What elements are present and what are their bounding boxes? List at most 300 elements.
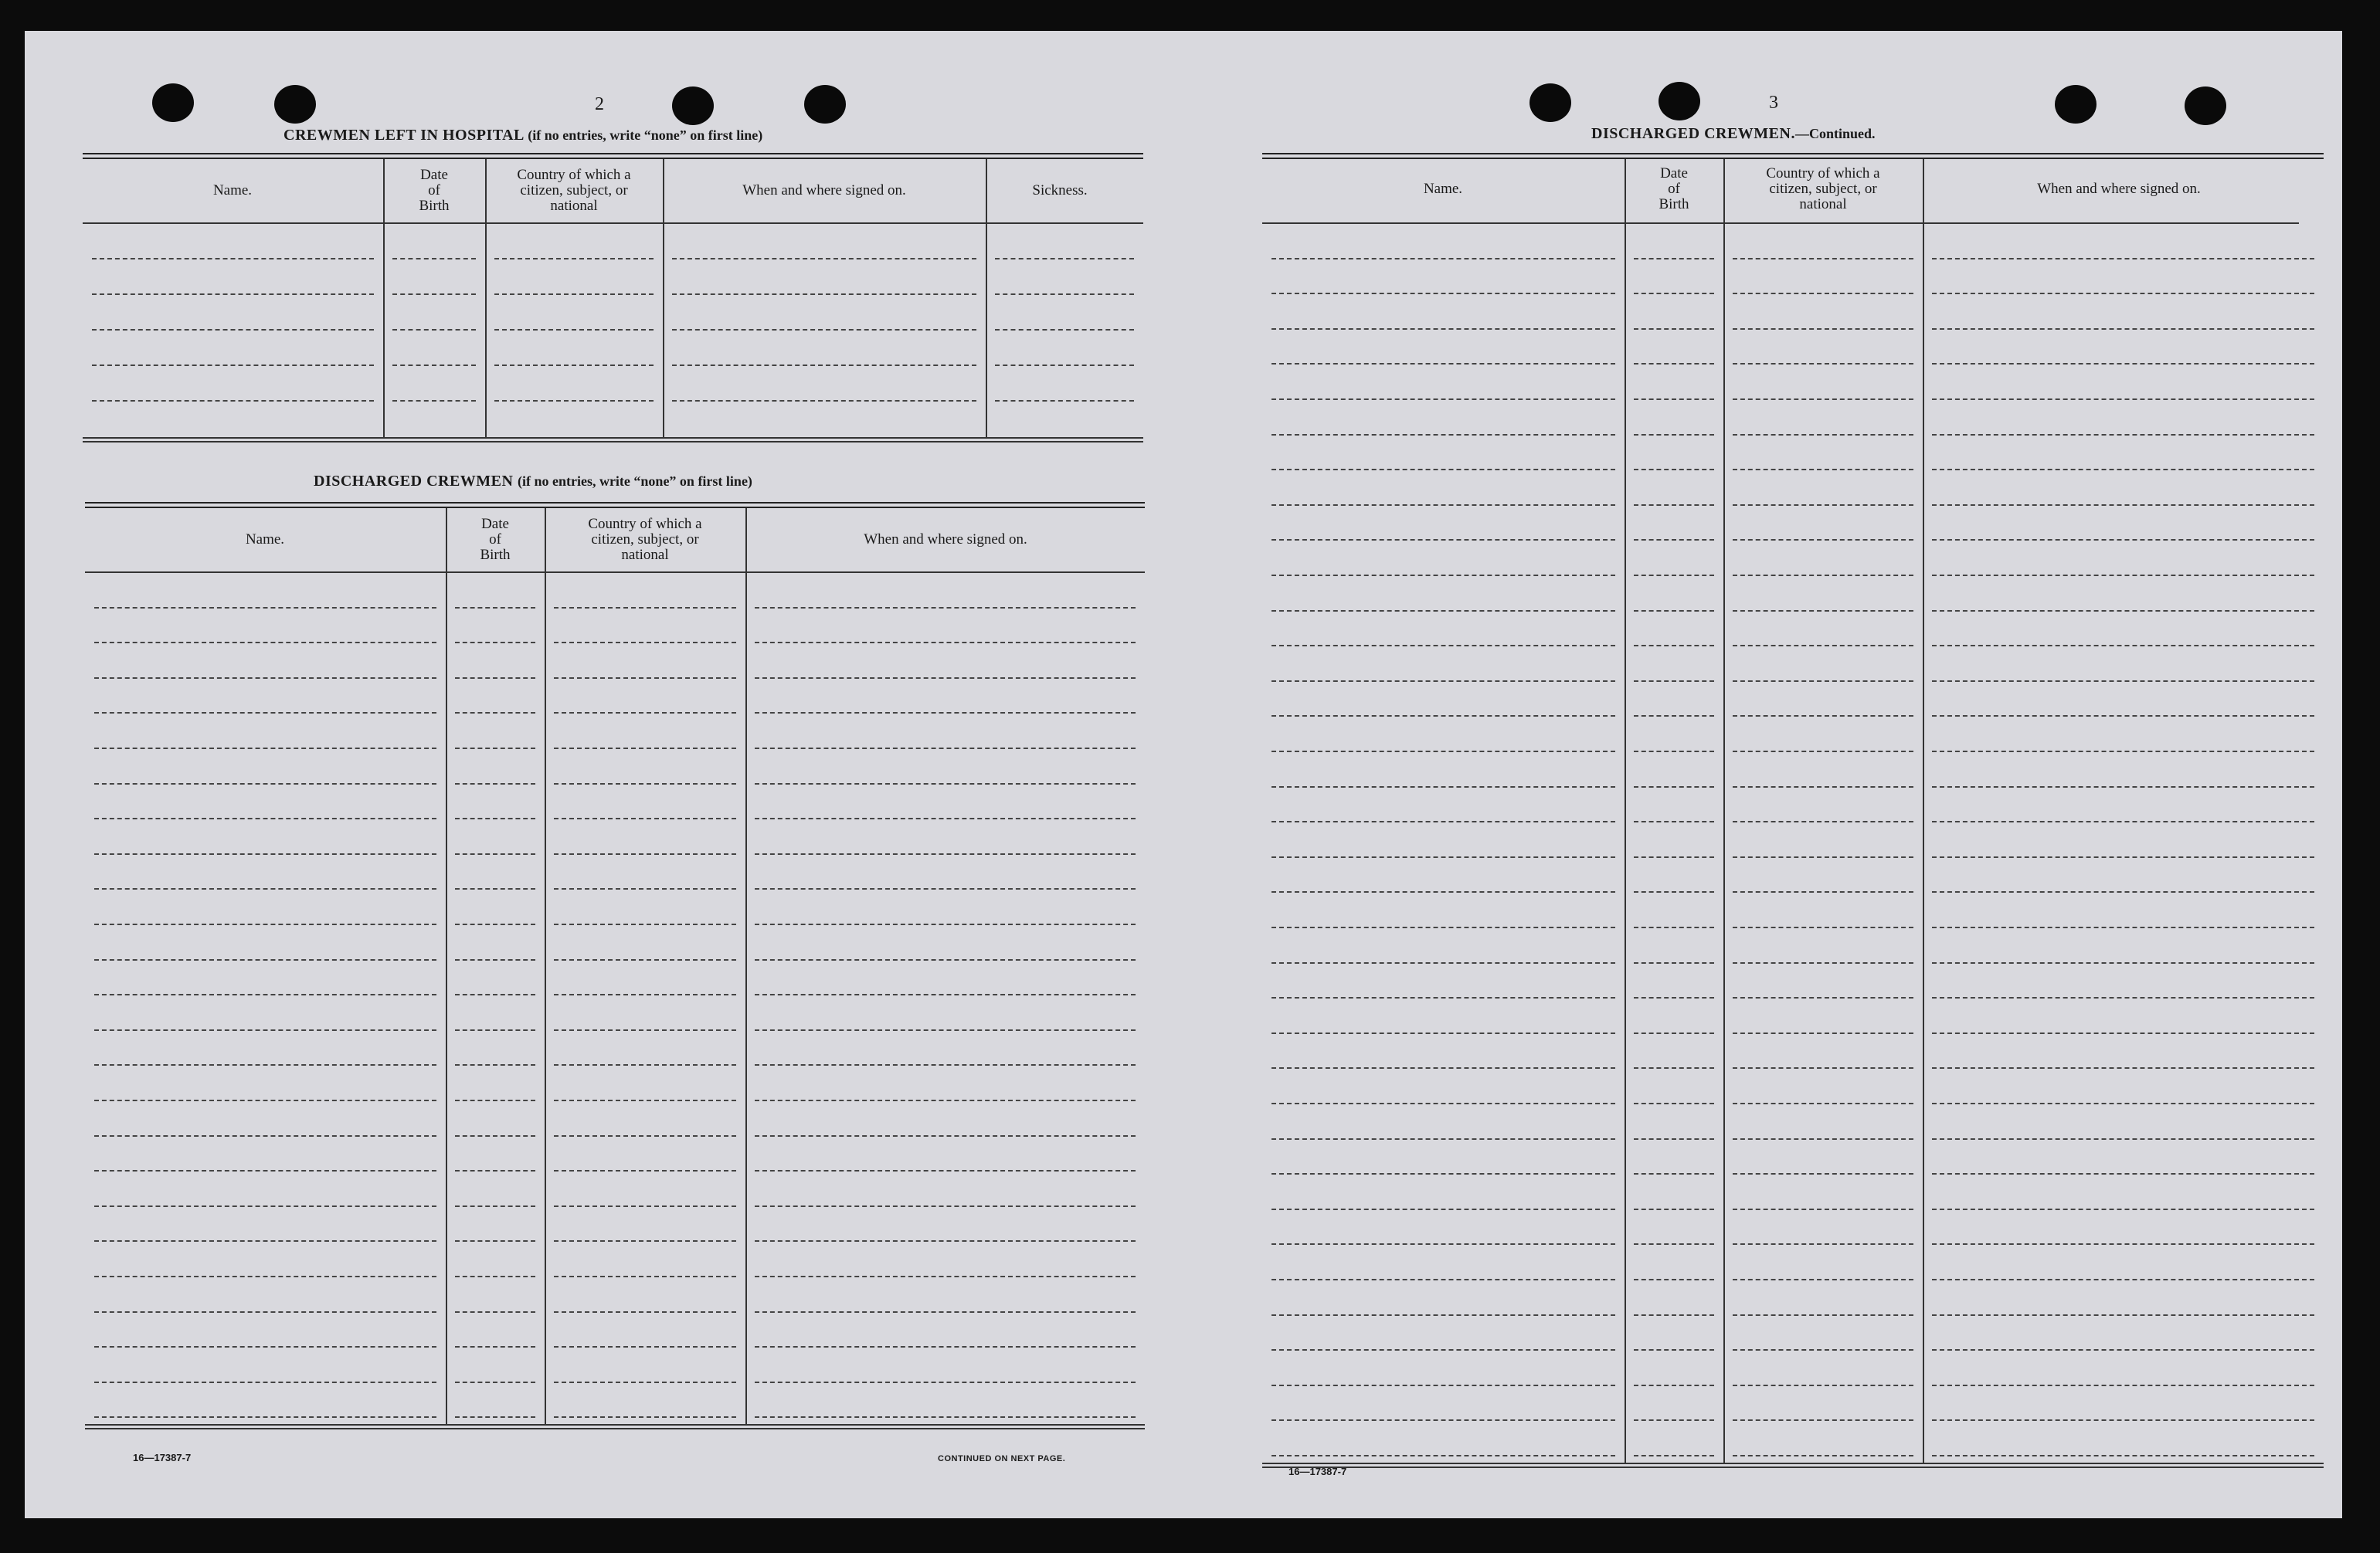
- form-number-left: 16—17387-7: [133, 1452, 192, 1463]
- entry-line[interactable]: [554, 1346, 736, 1348]
- entry-line[interactable]: [1271, 645, 1615, 646]
- page-number-right: 3: [1769, 93, 1778, 113]
- entry-line[interactable]: [755, 888, 1136, 890]
- entry-line[interactable]: [755, 853, 1136, 855]
- entry-line[interactable]: [755, 783, 1136, 785]
- right-section-title: [1591, 125, 1876, 143]
- entry-line[interactable]: [494, 258, 654, 259]
- entry-line[interactable]: [554, 712, 736, 714]
- entry-line[interactable]: [1932, 786, 2314, 788]
- entry-line[interactable]: [1733, 891, 1913, 893]
- entry-line[interactable]: [755, 1240, 1136, 1242]
- right-col-dob: Date of Birth: [1659, 165, 1689, 212]
- punch-hole: [274, 85, 316, 124]
- entry-line[interactable]: [554, 1170, 736, 1172]
- entry-line[interactable]: [755, 994, 1136, 995]
- entry-line[interactable]: [554, 1311, 736, 1313]
- entry-line[interactable]: [1733, 1419, 1913, 1421]
- entry-line[interactable]: [1271, 469, 1615, 470]
- entry-line[interactable]: [1271, 258, 1615, 259]
- entry-line[interactable]: [554, 642, 736, 643]
- discharged-col-dob: Date of Birth: [480, 516, 511, 563]
- column-divider: [383, 159, 385, 437]
- entry-line[interactable]: [1932, 645, 2314, 646]
- entry-line[interactable]: [1634, 856, 1714, 858]
- entry-line[interactable]: [1932, 539, 2314, 541]
- entry-line[interactable]: [1932, 1103, 2314, 1104]
- entry-line[interactable]: [995, 400, 1134, 402]
- entry-line[interactable]: [1932, 398, 2314, 400]
- entry-line[interactable]: [94, 853, 436, 855]
- entry-line[interactable]: [554, 1276, 736, 1277]
- entry-line[interactable]: [1271, 1279, 1615, 1280]
- entry-line[interactable]: [1733, 1138, 1913, 1140]
- entry-line[interactable]: [1733, 434, 1913, 436]
- entry-line[interactable]: [1733, 1209, 1913, 1210]
- entry-line[interactable]: [1271, 1385, 1615, 1386]
- entry-line[interactable]: [755, 642, 1136, 643]
- entry-line[interactable]: [94, 1311, 436, 1313]
- entry-line[interactable]: [1634, 680, 1714, 682]
- entry-line[interactable]: [494, 400, 654, 402]
- entry-line[interactable]: [92, 293, 374, 295]
- entry-line[interactable]: [455, 1240, 535, 1242]
- entry-line[interactable]: [94, 1205, 436, 1207]
- entry-line[interactable]: [672, 365, 976, 366]
- entry-line[interactable]: [1634, 927, 1714, 928]
- entry-line[interactable]: [455, 959, 535, 961]
- entry-line[interactable]: [1634, 363, 1714, 365]
- entry-line[interactable]: [94, 712, 436, 714]
- entry-line[interactable]: [1733, 821, 1913, 822]
- entry-line[interactable]: [1634, 575, 1714, 576]
- entry-line[interactable]: [1733, 398, 1913, 400]
- entry-line[interactable]: [92, 329, 374, 331]
- entry-line[interactable]: [1932, 856, 2314, 858]
- entry-line[interactable]: [1271, 1455, 1615, 1456]
- entry-line[interactable]: [94, 1382, 436, 1383]
- entry-line[interactable]: [1733, 1173, 1913, 1175]
- entry-line[interactable]: [1271, 293, 1615, 294]
- entry-line[interactable]: [1271, 1103, 1615, 1104]
- entry-line[interactable]: [455, 712, 535, 714]
- entry-line[interactable]: [755, 818, 1136, 819]
- entry-line[interactable]: [1271, 363, 1615, 365]
- entry-line[interactable]: [1932, 1033, 2314, 1034]
- entry-line[interactable]: [1271, 1033, 1615, 1034]
- entry-line[interactable]: [1634, 1067, 1714, 1069]
- entry-line[interactable]: [455, 1100, 535, 1101]
- entry-line[interactable]: [995, 258, 1134, 259]
- entry-line[interactable]: [1271, 575, 1615, 576]
- entry-line[interactable]: [94, 959, 436, 961]
- entry-line[interactable]: [1271, 680, 1615, 682]
- entry-line[interactable]: [1932, 1314, 2314, 1316]
- entry-line[interactable]: [1733, 856, 1913, 858]
- entry-line[interactable]: [1932, 821, 2314, 822]
- entry-line[interactable]: [494, 293, 654, 295]
- entry-line[interactable]: [94, 994, 436, 995]
- entry-line[interactable]: [1733, 504, 1913, 506]
- entry-line[interactable]: [1932, 1243, 2314, 1245]
- entry-line[interactable]: [1271, 398, 1615, 400]
- entry-line[interactable]: [1634, 469, 1714, 470]
- entry-line[interactable]: [1932, 1209, 2314, 1210]
- entry-line[interactable]: [755, 712, 1136, 714]
- entry-line[interactable]: [1733, 328, 1913, 330]
- entry-line[interactable]: [1932, 997, 2314, 999]
- entry-line[interactable]: [1271, 1067, 1615, 1069]
- hospital-col-dob: Date of Birth: [419, 167, 450, 214]
- entry-line[interactable]: [1932, 1138, 2314, 1140]
- entry-line[interactable]: [1271, 751, 1615, 752]
- entry-line[interactable]: [1733, 1243, 1913, 1245]
- discharged-col-country: Country of which a citizen, subject, or national: [588, 516, 702, 563]
- entry-line[interactable]: [94, 607, 436, 609]
- entry-line[interactable]: [92, 365, 374, 366]
- table-bottom-rule: [83, 441, 1143, 443]
- entry-line[interactable]: [94, 748, 436, 749]
- entry-line[interactable]: [1271, 1138, 1615, 1140]
- entry-line[interactable]: [1634, 962, 1714, 964]
- entry-line[interactable]: [455, 1311, 535, 1313]
- entry-line[interactable]: [1733, 751, 1913, 752]
- entry-line[interactable]: [494, 365, 654, 366]
- entry-line[interactable]: [672, 400, 976, 402]
- entry-line[interactable]: [1932, 1455, 2314, 1456]
- entry-line[interactable]: [995, 365, 1134, 366]
- entry-line[interactable]: [1634, 1243, 1714, 1245]
- entry-line[interactable]: [1932, 575, 2314, 576]
- entry-line[interactable]: [755, 1064, 1136, 1066]
- entry-line[interactable]: [392, 293, 476, 295]
- entry-line[interactable]: [455, 1205, 535, 1207]
- entry-line[interactable]: [94, 1064, 436, 1066]
- entry-line[interactable]: [455, 642, 535, 643]
- entry-line[interactable]: [1634, 1173, 1714, 1175]
- entry-line[interactable]: [455, 1064, 535, 1066]
- entry-line[interactable]: [554, 748, 736, 749]
- entry-line[interactable]: [1634, 715, 1714, 717]
- entry-line[interactable]: [1634, 891, 1714, 893]
- entry-line[interactable]: [995, 293, 1134, 295]
- entry-line[interactable]: [1634, 751, 1714, 752]
- entry-line[interactable]: [1271, 1209, 1615, 1210]
- entry-line[interactable]: [1271, 1419, 1615, 1421]
- form-number-right: 16—17387-7: [1288, 1466, 1347, 1477]
- entry-line[interactable]: [94, 783, 436, 785]
- entry-line[interactable]: [94, 1276, 436, 1277]
- entry-line[interactable]: [1733, 293, 1913, 294]
- entry-line[interactable]: [1932, 680, 2314, 682]
- entry-line[interactable]: [554, 783, 736, 785]
- entry-line[interactable]: [1932, 1385, 2314, 1386]
- entry-line[interactable]: [1932, 610, 2314, 612]
- entry-line[interactable]: [455, 1135, 535, 1137]
- hospital-title-text: CREWMEN LEFT IN HOSPITAL: [283, 127, 524, 144]
- entry-line[interactable]: [1733, 680, 1913, 682]
- entry-line[interactable]: [1634, 1349, 1714, 1351]
- column-divider: [986, 159, 987, 437]
- entry-line[interactable]: [1271, 997, 1615, 999]
- entry-line[interactable]: [1733, 539, 1913, 541]
- entry-line[interactable]: [1932, 1279, 2314, 1280]
- entry-line[interactable]: [392, 400, 476, 402]
- entry-line[interactable]: [755, 1170, 1136, 1172]
- entry-line[interactable]: [94, 1170, 436, 1172]
- entry-line[interactable]: [94, 1346, 436, 1348]
- entry-line[interactable]: [92, 258, 374, 259]
- entry-line[interactable]: [554, 1100, 736, 1101]
- entry-line[interactable]: [554, 1064, 736, 1066]
- entry-line[interactable]: [1634, 293, 1714, 294]
- entry-line[interactable]: [1634, 1033, 1714, 1034]
- entry-line[interactable]: [1932, 927, 2314, 928]
- entry-line[interactable]: [1932, 328, 2314, 330]
- entry-line[interactable]: [1733, 1279, 1913, 1280]
- entry-line[interactable]: [1932, 1173, 2314, 1175]
- entry-line[interactable]: [554, 1029, 736, 1031]
- entry-line[interactable]: [1733, 610, 1913, 612]
- entry-line[interactable]: [1271, 786, 1615, 788]
- entry-line[interactable]: [1271, 891, 1615, 893]
- column-divider: [1723, 159, 1725, 1463]
- entry-line[interactable]: [1733, 645, 1913, 646]
- entry-line[interactable]: [1634, 434, 1714, 436]
- entry-line[interactable]: [1932, 469, 2314, 470]
- entry-line[interactable]: [94, 677, 436, 679]
- entry-line[interactable]: [1932, 1067, 2314, 1069]
- entry-line[interactable]: [755, 1276, 1136, 1277]
- punch-hole: [152, 83, 194, 122]
- entry-line[interactable]: [755, 1382, 1136, 1383]
- entry-line[interactable]: [1932, 258, 2314, 259]
- entry-line[interactable]: [1271, 856, 1615, 858]
- entry-line[interactable]: [755, 1311, 1136, 1313]
- entry-line[interactable]: [1733, 1455, 1913, 1456]
- table-bottom-rule: [1262, 1467, 2324, 1468]
- entry-line[interactable]: [455, 994, 535, 995]
- entry-line[interactable]: [1733, 786, 1913, 788]
- hospital-col-signed-on: When and where signed on.: [742, 182, 906, 198]
- entry-line[interactable]: [455, 677, 535, 679]
- entry-line[interactable]: [1634, 1455, 1714, 1456]
- entry-line[interactable]: [554, 607, 736, 609]
- column-divider: [545, 508, 546, 1424]
- entry-line[interactable]: [1271, 1314, 1615, 1316]
- discharged-col-name: Name.: [245, 531, 285, 548]
- entry-line[interactable]: [1634, 1138, 1714, 1140]
- entry-line[interactable]: [1271, 927, 1615, 928]
- hospital-table: [83, 153, 1143, 477]
- entry-line[interactable]: [455, 1170, 535, 1172]
- entry-line[interactable]: [755, 1100, 1136, 1101]
- column-divider: [446, 508, 447, 1424]
- entry-line[interactable]: [1271, 715, 1615, 717]
- entry-line[interactable]: [455, 924, 535, 925]
- entry-line[interactable]: [1634, 786, 1714, 788]
- entry-line[interactable]: [1634, 1103, 1714, 1104]
- entry-line[interactable]: [94, 1416, 436, 1418]
- hospital-col-sickness: Sickness.: [1032, 182, 1088, 198]
- column-divider: [1923, 159, 1924, 1463]
- entry-line[interactable]: [94, 818, 436, 819]
- entry-line[interactable]: [1733, 1067, 1913, 1069]
- table-bottom-rule: [85, 1428, 1145, 1429]
- entry-line[interactable]: [1733, 1033, 1913, 1034]
- entry-line[interactable]: [1733, 1385, 1913, 1386]
- entry-line[interactable]: [392, 258, 476, 259]
- entry-line[interactable]: [94, 1135, 436, 1137]
- entry-line[interactable]: [1932, 962, 2314, 964]
- entry-line[interactable]: [455, 888, 535, 890]
- entry-line[interactable]: [1733, 997, 1913, 999]
- entry-line[interactable]: [1733, 258, 1913, 259]
- entry-line[interactable]: [554, 1205, 736, 1207]
- entry-line[interactable]: [455, 783, 535, 785]
- entry-line[interactable]: [755, 1135, 1136, 1137]
- entry-line[interactable]: [1271, 821, 1615, 822]
- entry-line[interactable]: [455, 1346, 535, 1348]
- continued-note: CONTINUED ON NEXT PAGE.: [938, 1454, 1066, 1463]
- entry-line[interactable]: [672, 258, 976, 259]
- page-number-left: 2: [595, 94, 604, 114]
- entry-line[interactable]: [1733, 715, 1913, 717]
- entry-line[interactable]: [1932, 715, 2314, 717]
- entry-line[interactable]: [1271, 328, 1615, 330]
- entry-line[interactable]: [1271, 504, 1615, 506]
- entry-line[interactable]: [755, 607, 1136, 609]
- entry-line[interactable]: [1634, 539, 1714, 541]
- entry-line[interactable]: [554, 818, 736, 819]
- entry-line[interactable]: [1634, 258, 1714, 259]
- entry-line[interactable]: [1634, 398, 1714, 400]
- entry-line[interactable]: [455, 1029, 535, 1031]
- entry-line[interactable]: [554, 924, 736, 925]
- entry-line[interactable]: [1271, 1349, 1615, 1351]
- entry-line[interactable]: [1634, 821, 1714, 822]
- column-divider: [663, 159, 664, 437]
- entry-line[interactable]: [1733, 469, 1913, 470]
- entry-line[interactable]: [94, 642, 436, 643]
- punch-hole: [672, 86, 714, 125]
- entry-line[interactable]: [1733, 962, 1913, 964]
- entry-line[interactable]: [455, 853, 535, 855]
- entry-line[interactable]: [1932, 1349, 2314, 1351]
- entry-line[interactable]: [455, 1382, 535, 1383]
- entry-line[interactable]: [1634, 997, 1714, 999]
- entry-line[interactable]: [1271, 434, 1615, 436]
- entry-line[interactable]: [1733, 927, 1913, 928]
- entry-line[interactable]: [1932, 434, 2314, 436]
- entry-line[interactable]: [672, 293, 976, 295]
- entry-line[interactable]: [1733, 1103, 1913, 1104]
- entry-line[interactable]: [1634, 1209, 1714, 1210]
- right-col-signed-on: When and where signed on.: [2037, 181, 2201, 197]
- entry-line[interactable]: [1932, 1419, 2314, 1421]
- entry-line[interactable]: [1634, 1385, 1714, 1386]
- discharged-table: [85, 502, 1145, 1490]
- entry-line[interactable]: [455, 1416, 535, 1418]
- entry-line[interactable]: [755, 924, 1136, 925]
- entry-line[interactable]: [554, 1382, 736, 1383]
- entry-line[interactable]: [554, 959, 736, 961]
- entry-line[interactable]: [1932, 504, 2314, 506]
- punch-hole: [804, 85, 846, 124]
- entry-line[interactable]: [1271, 1243, 1615, 1245]
- entry-line[interactable]: [1634, 645, 1714, 646]
- entry-line[interactable]: [554, 853, 736, 855]
- entry-line[interactable]: [755, 1346, 1136, 1348]
- entry-line[interactable]: [1271, 539, 1615, 541]
- entry-line[interactable]: [494, 329, 654, 331]
- entry-line[interactable]: [755, 748, 1136, 749]
- entry-line[interactable]: [755, 1205, 1136, 1207]
- entry-line[interactable]: [1634, 328, 1714, 330]
- entry-line[interactable]: [554, 994, 736, 995]
- entry-line[interactable]: [1634, 1419, 1714, 1421]
- entry-line[interactable]: [94, 1100, 436, 1101]
- entry-line[interactable]: [1733, 1349, 1913, 1351]
- entry-line[interactable]: [672, 329, 976, 331]
- entry-line[interactable]: [1932, 751, 2314, 752]
- entry-line[interactable]: [755, 677, 1136, 679]
- entry-line[interactable]: [755, 959, 1136, 961]
- entry-line[interactable]: [1271, 610, 1615, 612]
- entry-line[interactable]: [94, 924, 436, 925]
- right-title-suffix: —Continued.: [1794, 126, 1876, 141]
- entry-line[interactable]: [755, 1416, 1136, 1418]
- entry-line[interactable]: [554, 1416, 736, 1418]
- entry-line[interactable]: [1733, 575, 1913, 576]
- entry-line[interactable]: [92, 400, 374, 402]
- entry-line[interactable]: [455, 748, 535, 749]
- entry-line[interactable]: [1634, 504, 1714, 506]
- entry-line[interactable]: [1634, 610, 1714, 612]
- punch-hole: [1530, 83, 1571, 122]
- entry-line[interactable]: [554, 888, 736, 890]
- entry-line[interactable]: [392, 329, 476, 331]
- entry-line[interactable]: [1932, 293, 2314, 294]
- entry-line[interactable]: [94, 1240, 436, 1242]
- entry-line[interactable]: [554, 677, 736, 679]
- entry-line[interactable]: [1733, 1314, 1913, 1316]
- entry-line[interactable]: [1271, 1173, 1615, 1175]
- discharged-continued-table: [1262, 153, 2324, 1481]
- entry-line[interactable]: [392, 365, 476, 366]
- entry-line[interactable]: [455, 607, 535, 609]
- discharged-col-signed-on: When and where signed on.: [864, 531, 1027, 548]
- entry-line[interactable]: [1634, 1314, 1714, 1316]
- entry-line[interactable]: [1932, 363, 2314, 365]
- entry-line[interactable]: [455, 818, 535, 819]
- entry-line[interactable]: [1634, 1279, 1714, 1280]
- entry-line[interactable]: [94, 1029, 436, 1031]
- entry-line[interactable]: [455, 1276, 535, 1277]
- entry-line[interactable]: [755, 1029, 1136, 1031]
- entry-line[interactable]: [554, 1240, 736, 1242]
- entry-line[interactable]: [554, 1135, 736, 1137]
- punch-hole: [2185, 86, 2226, 125]
- discharged-title-text: DISCHARGED CREWMEN: [314, 473, 514, 490]
- entry-line[interactable]: [1733, 363, 1913, 365]
- entry-line[interactable]: [1271, 962, 1615, 964]
- entry-line[interactable]: [94, 888, 436, 890]
- entry-line[interactable]: [995, 329, 1134, 331]
- right-title-text: DISCHARGED CREWMEN.: [1591, 125, 1795, 142]
- column-divider: [1625, 159, 1626, 1463]
- entry-line[interactable]: [1932, 891, 2314, 893]
